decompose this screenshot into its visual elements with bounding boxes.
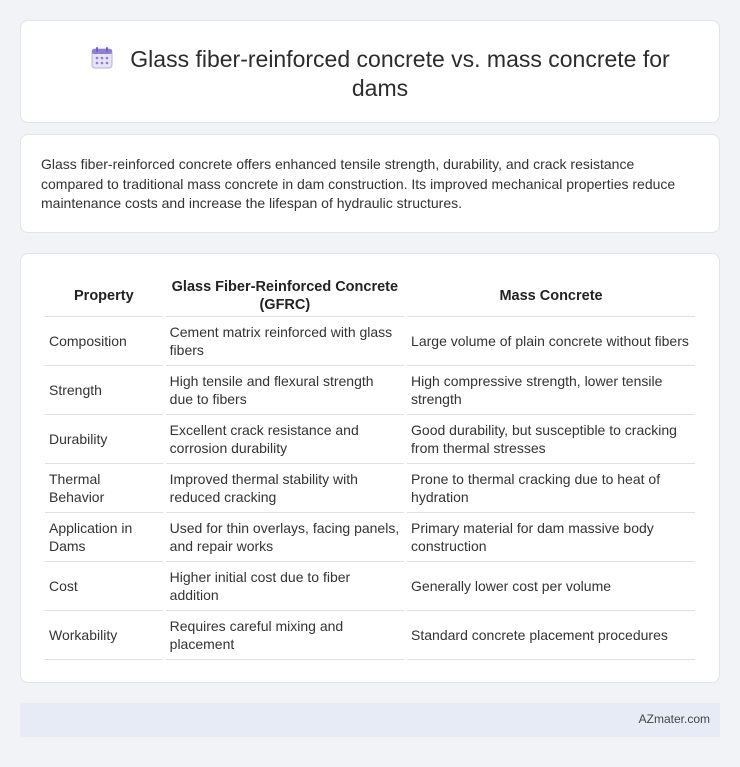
cell-gfrc: Higher initial cost due to fiber addition xyxy=(166,562,404,611)
cell-gfrc: Used for thin overlays, facing panels, and repair works xyxy=(166,513,404,562)
intro-card xyxy=(20,134,720,233)
table-row xyxy=(45,464,695,513)
cell-property: Application in Dams xyxy=(45,513,163,562)
footer-bar xyxy=(20,703,720,737)
table-row xyxy=(45,366,695,415)
comparison-table xyxy=(42,276,698,660)
cell-mass-concrete: Primary material for dam massive body construction xyxy=(407,513,695,562)
cell-gfrc: High tensile and flexural strength due to fibers xyxy=(166,366,404,415)
cell-gfrc: Requires careful mixing and placement xyxy=(166,611,404,660)
intro-paragraph: Glass fiber-reinforced concrete offers enhanced tensile strength, durability, and crack resistance compared to traditional mass concrete in dam construction. Its improved mechanical properties reduce maintenance costs and increase the lifespan of hydraulic structures. xyxy=(41,156,676,211)
cell-property: Workability xyxy=(45,611,163,660)
cell-gfrc: Improved thermal stability with reduced cracking xyxy=(166,464,404,513)
table-row xyxy=(45,562,695,611)
page-title-text: Glass fiber-reinforced concrete vs. mass concrete for dams xyxy=(130,46,670,101)
cell-property: Strength xyxy=(45,366,163,415)
cell-mass-concrete: Prone to thermal cracking due to heat of hydration xyxy=(407,464,695,513)
table-row xyxy=(45,317,695,366)
comparison-card xyxy=(20,253,720,683)
table-row xyxy=(45,611,695,660)
cell-property: Cost xyxy=(45,562,163,611)
table-row xyxy=(45,415,695,464)
cell-gfrc: Excellent crack resistance and corrosion durability xyxy=(166,415,404,464)
header-gfrc: Glass Fiber-Reinforced Concrete (GFRC) xyxy=(166,276,404,317)
title-card xyxy=(20,20,720,123)
table-row xyxy=(45,513,695,562)
cell-property: Thermal Behavior xyxy=(45,464,163,513)
table-header-row xyxy=(45,276,695,317)
cell-mass-concrete: Large volume of plain concrete without fibers xyxy=(407,317,695,366)
page-title xyxy=(61,45,699,103)
cell-gfrc: Cement matrix reinforced with glass fibers xyxy=(166,317,404,366)
calendar-icon xyxy=(90,46,114,70)
cell-mass-concrete: Standard concrete placement procedures xyxy=(407,611,695,660)
cell-mass-concrete: Good durability, but susceptible to cracking from thermal stresses xyxy=(407,415,695,464)
header-mass-concrete: Mass Concrete xyxy=(407,276,695,317)
cell-mass-concrete: High compressive strength, lower tensile strength xyxy=(407,366,695,415)
header-property: Property xyxy=(45,276,163,317)
cell-property: Durability xyxy=(45,415,163,464)
cell-mass-concrete: Generally lower cost per volume xyxy=(407,562,695,611)
cell-property: Composition xyxy=(45,317,163,366)
footer-site-link[interactable]: AZmater.com xyxy=(638,712,710,726)
